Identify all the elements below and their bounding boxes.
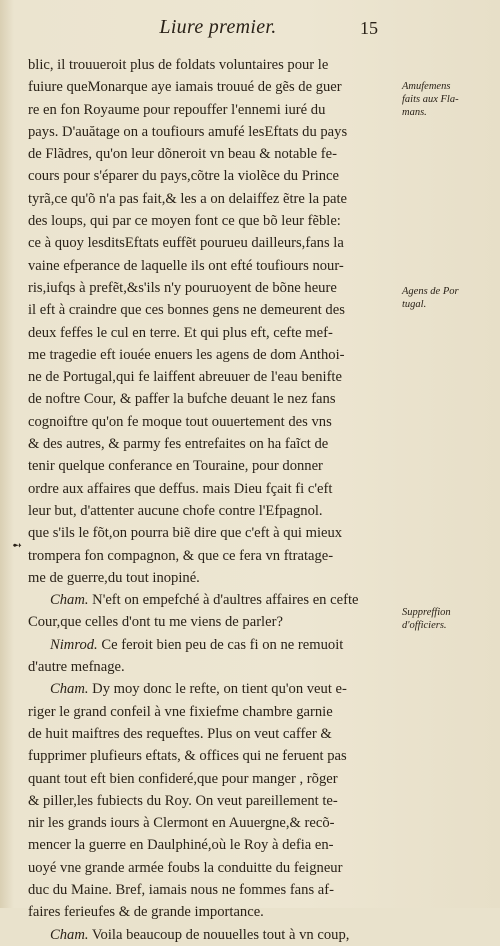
text-line	[28, 879, 400, 901]
line-text: fupprimer plufieurs eftats, & offices qui ne feruent pas	[28, 748, 347, 765]
text-line	[28, 366, 400, 388]
margin-note-line: mans.	[402, 107, 427, 118]
text-line	[28, 901, 400, 923]
line-text: re en fon Royaume pour repouffer l'ennemi iuré du	[28, 101, 326, 118]
line-text: que s'ils le fõt,on pourra biẽ dire que c'eft à qui mieux	[28, 525, 343, 542]
text-line	[28, 768, 400, 790]
text-line	[28, 344, 400, 366]
line-text: N'eft on empefché à d'aultres affaires en cefte	[88, 592, 359, 609]
line-text: de Flãdres, qu'on leur dõneroit vn beau & notable fe-	[28, 146, 338, 163]
margin-note-line: Amufemens	[402, 81, 451, 92]
line-text: leur but, d'attenter aucune chofe contre l'Efpagnol.	[28, 502, 323, 519]
text-line	[28, 567, 400, 589]
line-text: nir les grands iours à Clermont en Auuergne,& recõ-	[28, 815, 335, 832]
line-text: riger le grand confeil à vne fixiefme chambre garnie	[28, 703, 333, 720]
text-line	[28, 745, 400, 767]
line-text: faires ferieufes & de grande importance.	[28, 904, 264, 921]
margin-note-agens	[402, 285, 494, 311]
text-line	[28, 723, 400, 745]
pointing-hand-icon: ➻	[12, 538, 23, 552]
speaker-name: Cham.	[50, 926, 89, 943]
line-text: blic, il trouueroit plus de foldats voluntaires pour le	[28, 57, 329, 73]
line-text: de huit maiftres des requeftes. Plus on veut caffer &	[28, 725, 332, 742]
line-text: ce à quoy lesditsEftats euffẽt pourueu dailleurs,fans la	[28, 235, 344, 252]
line-text: ris,iufqs à prefẽt,&s'ils n'y pouruoyent de bõne heure	[28, 279, 337, 296]
text-line	[28, 411, 400, 433]
speaker-name: Cham.	[50, 592, 89, 609]
running-header-title: Liure premier.	[159, 16, 277, 38]
line-text: d'autre mefnage.	[28, 659, 125, 676]
line-text: pays. D'auătage on a toufiours amufé lesEftats du pays	[28, 123, 348, 140]
line-text: tyrã,ce qu'õ n'a pas fait,& les a on delaiffez ẽtre la pate	[28, 190, 348, 207]
line-text: fuiure queMonarque aye iamais trouué de gẽs de guer	[28, 79, 342, 96]
text-line	[28, 277, 400, 299]
body-text	[28, 54, 400, 946]
margin-note-line: Agens de Por	[402, 286, 459, 297]
line-text: duc du Maine. Bref, iamais nous ne fommes fans af-	[28, 881, 334, 898]
speaker-name: Nimrod.	[50, 636, 98, 653]
line-text: tenir quelque conferance en Touraine, pour donner	[28, 458, 323, 475]
line-text: Cour,que celles d'ont tu me viens de parler?	[28, 614, 283, 631]
text-line	[28, 678, 400, 700]
line-text: de noftre Cour, & paffer la bufche deuant le nez fans	[28, 391, 336, 408]
line-text: trompera fon compagnon, & que ce fera vn ftratage-	[28, 547, 334, 564]
text-line	[28, 299, 400, 321]
text-line	[28, 99, 400, 121]
line-text: & piller,les fubiects du Roy. On veut pareillement te-	[28, 792, 338, 809]
line-text: il eft à craindre que ces bonnes gens ne demeurent des	[28, 302, 345, 319]
text-line	[28, 165, 400, 187]
text-line	[28, 478, 400, 500]
text-line	[28, 500, 400, 522]
line-text: & des autres, & parmy fes entrefaites on ha faĩct de	[28, 436, 329, 453]
line-text: cours pour s'éparer du pays,cõtre la violẽce du Prince	[28, 168, 340, 185]
line-text: deux feffes le cul en terre. Et qui plus eft, cefte mef-	[28, 324, 333, 341]
margin-note-line: Suppreffion	[402, 607, 451, 618]
text-line	[28, 545, 400, 567]
text-line	[28, 388, 400, 410]
text-line	[28, 924, 400, 946]
line-text: cognoiftre qu'on fe moque tout ouuertement des vns	[28, 413, 332, 430]
speaker-name: Cham.	[50, 681, 89, 698]
text-line	[28, 634, 400, 656]
line-text: mencer la guerre en Daulphiné,où le Roy à defia en-	[28, 837, 334, 854]
text-line	[28, 522, 400, 544]
line-text: vaine efperance de laquelle ils ont efté toufiours nour-	[28, 257, 344, 274]
text-line	[28, 857, 400, 879]
text-line	[28, 143, 400, 165]
line-text: quant tout eft bien confideré,que pour manger , rõger	[28, 770, 338, 787]
text-line	[28, 701, 400, 723]
line-text: ordre aux affaires que deffus. mais Dieu fçait fi c'eft	[28, 480, 333, 497]
line-text: Dy moy donc le refte, on tient qu'on veut e-	[88, 681, 347, 698]
text-line	[28, 121, 400, 143]
text-line	[28, 232, 400, 254]
margin-note-suppression	[402, 606, 494, 632]
line-text: uoyé vne grande armée foubs la conduitte du feigneur	[28, 859, 343, 876]
text-line	[28, 322, 400, 344]
page-number: 15	[360, 18, 378, 38]
text-line	[28, 210, 400, 232]
text-line	[28, 188, 400, 210]
line-text: ne de Portugal,qui fe laiffent abreuuer de l'eau benifte	[28, 369, 342, 386]
line-text: me tragedie eft iouée enuers les agens de dom Anthoi-	[28, 346, 345, 363]
text-line	[28, 54, 400, 76]
text-line	[28, 76, 400, 98]
line-text: des loups, qui par ce moyen font ce que bõ leur fẽble:	[28, 213, 341, 230]
text-line	[28, 455, 400, 477]
margin-note-line: tugal.	[402, 299, 427, 310]
text-line	[28, 433, 400, 455]
line-text: Voila beaucoup de nouuelles tout à vn coup,	[88, 926, 350, 943]
text-line	[28, 589, 400, 611]
line-text: me de guerre,du tout inopiné.	[28, 569, 200, 586]
margin-note-line: d'officiers.	[402, 620, 447, 631]
text-line	[28, 834, 400, 856]
text-line	[28, 255, 400, 277]
text-line	[28, 812, 400, 834]
text-line	[28, 790, 400, 812]
text-line	[28, 656, 400, 678]
line-text: Ce feroit bien peu de cas fi on ne remuoit	[97, 636, 344, 653]
margin-note-amusemens	[402, 80, 494, 119]
text-line	[28, 611, 400, 633]
margin-note-line: faits aux Fla-	[402, 94, 459, 105]
